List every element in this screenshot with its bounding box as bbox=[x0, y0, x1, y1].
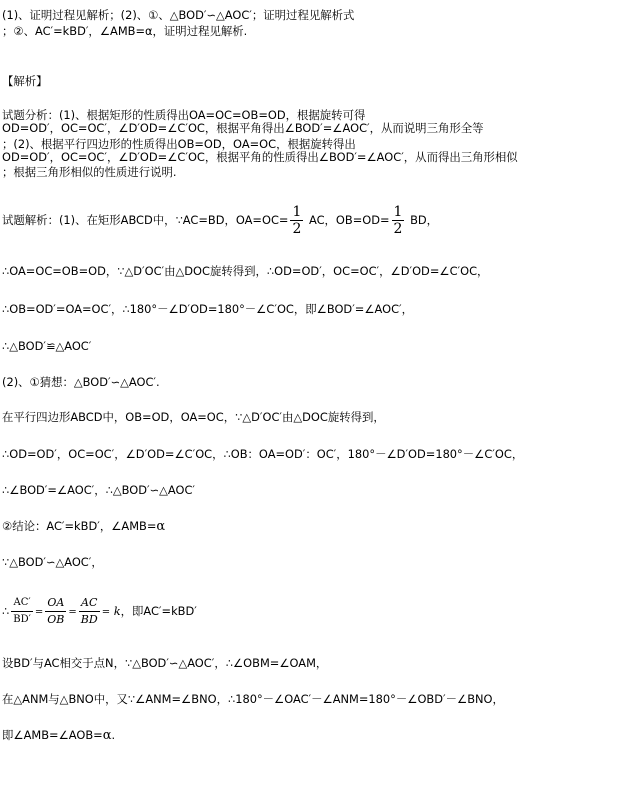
solution-line-11 bbox=[2, 596, 197, 627]
conclusion-text: ②结论：AC′=kBD′，∠AMB= bbox=[2, 519, 157, 533]
final-period: . bbox=[111, 728, 116, 742]
analysis-line-4: OD=OD′，OC=OC′，∠D′OD=∠C′OC，根据平角的性质得出∠BOD′=∠AOC′，从而得出三角形相似 bbox=[2, 150, 518, 164]
fraction-numerator: OA bbox=[45, 596, 66, 612]
fraction-one-half bbox=[290, 205, 303, 236]
section-title: 【解析】 bbox=[2, 74, 48, 88]
solution-line-1-middle: AC，OB=OD= bbox=[305, 213, 390, 227]
fraction-ac-over-bd bbox=[79, 596, 100, 627]
fraction-numerator: 1 bbox=[292, 204, 302, 220]
solution-line-1 bbox=[2, 205, 438, 236]
analysis-line-5: ；根据三角形相似的性质进行说明. bbox=[2, 165, 177, 179]
solution-line-1-end: BD， bbox=[406, 213, 439, 227]
alpha-symbol: α bbox=[156, 519, 166, 534]
equals-sign: = bbox=[68, 607, 77, 618]
equals-sign: = bbox=[101, 607, 111, 618]
solution-line-8: ∴∠BOD′=∠AOC′，∴△BOD′∽△AOC′ bbox=[2, 483, 195, 497]
fraction-denominator: BD′ bbox=[13, 614, 31, 625]
fraction-one-half bbox=[392, 205, 405, 236]
solution-line-13: 在△ANM与△BNO中，又∵∠ANM=∠BNO，∴180°－∠OAC′－∠ANM=180°－∠OBD′－∠BNO， bbox=[2, 692, 504, 706]
solution-line-14 bbox=[2, 728, 115, 743]
solution-line-10: ∵△BOD′∽△AOC′， bbox=[2, 555, 103, 569]
analysis-line-2: OD=OD′，OC=OC′，∠D′OD=∠C′OC，根据平角得出∠BOD′=∠AOC′，从而说明三角形全等 bbox=[2, 121, 484, 135]
fraction-oa-over-ob bbox=[45, 596, 66, 627]
solution-line-9 bbox=[2, 519, 165, 534]
solution-line-12: 设BD′与AC相交于点N，∵△BOD′∽△AOC′，∴∠OBM=∠OAM， bbox=[2, 656, 328, 670]
fraction-denominator: 2 bbox=[292, 221, 302, 237]
fraction-denominator: BD bbox=[80, 613, 98, 626]
solution-line-11-end: ，即AC′=kBD′ bbox=[120, 604, 197, 618]
solution-line-5: (2)、①猜想：△BOD′∽△AOC′. bbox=[2, 375, 160, 389]
fraction-denominator: OB bbox=[47, 613, 65, 626]
fraction-denominator: 2 bbox=[393, 221, 403, 237]
solution-line-6: 在平行四边形ABCD中，OB=OD，OA=OC，∵△D′OC′由△DOC旋转得到， bbox=[2, 410, 385, 424]
solution-line-7: ∴OD=OD′，OC=OC′，∠D′OD=∠C′OC，∴OB：OA=OD′：OC′，180°－∠D′OD=180°－∠C′OC， bbox=[2, 447, 524, 461]
solution-line-3: ∴OB=OD′=OA=OC′，∴180°－∠D′OD=180°－∠C′OC，即∠BOD′=∠AOC′， bbox=[2, 302, 414, 316]
equals-sign: = bbox=[34, 607, 44, 618]
analysis-line-1: 试题分析：(1)、根据矩形的性质得出OA=OC=OB=OD，根据旋转可得 bbox=[2, 108, 366, 122]
answer-line-1: (1)、证明过程见解析；(2)、①、△BOD′∽△AOC′；证明过程见解析式 bbox=[2, 8, 355, 22]
fraction-numerator: AC′ bbox=[11, 596, 33, 612]
therefore-symbol: ∴ bbox=[2, 604, 10, 618]
fraction-ac-prime-over-bd-prime bbox=[11, 596, 33, 627]
solution-line-1-start: 试题解析：(1)、在矩形ABCD中，∵AC=BD，OA=OC= bbox=[2, 213, 289, 227]
alpha-symbol: α bbox=[102, 728, 112, 743]
fraction-numerator: 1 bbox=[393, 204, 403, 220]
solution-line-2: ∴OA=OC=OB=OD，∵△D′OC′由△DOC旋转得到，∴OD=OD′，OC=OC′，∠D′OD=∠C′OC， bbox=[2, 264, 489, 278]
fraction-numerator: AC bbox=[79, 596, 100, 612]
ratio-k: k bbox=[113, 604, 121, 618]
solution-line-4: ∴△BOD′≌△AOC′ bbox=[2, 339, 92, 353]
final-statement: 即∠AMB=∠AOB= bbox=[2, 728, 103, 742]
answer-line-2: ；②、AC′=kBD′，∠AMB=α，证明过程见解析. bbox=[2, 24, 248, 38]
analysis-line-3: ；(2)、根据平行四边形的性质得出OB=OD，OA=OC，根据旋转得出 bbox=[2, 137, 356, 151]
